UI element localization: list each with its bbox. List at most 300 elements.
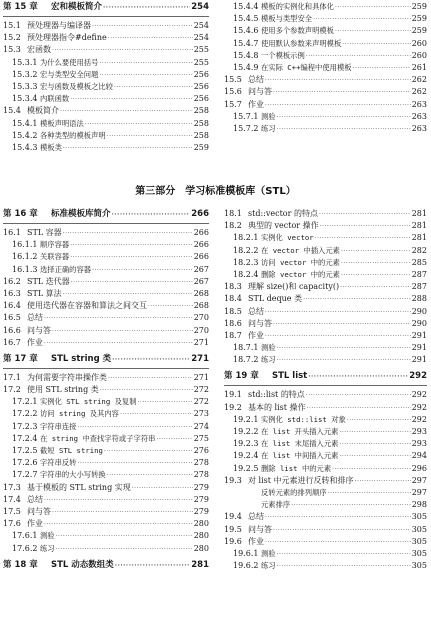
- toc-entry-title: 作业: [27, 519, 43, 529]
- toc-section-entry[interactable]: [3, 32, 209, 44]
- toc-entry-page: 254: [191, 2, 209, 12]
- dot-leader: [148, 301, 193, 313]
- toc-entry-page: 279: [193, 494, 209, 504]
- toc-entry-page: 272: [193, 397, 209, 407]
- toc-entry-number: 16.1.2: [12, 252, 38, 262]
- toc-subsection-entry[interactable]: [224, 232, 427, 244]
- toc-column-bottom-right: [224, 208, 427, 572]
- toc-entry-number: 15.6: [224, 87, 242, 97]
- toc-entry-number: 15.4.6: [233, 26, 259, 36]
- dot-leader: [108, 373, 193, 385]
- toc-entry-title: 标准模板库简介: [51, 209, 111, 219]
- toc-entry-number: 18.1: [224, 209, 242, 218]
- toc-subsection-entry[interactable]: [3, 69, 209, 81]
- toc-entry-title: 字符串的大小写转换: [40, 470, 106, 480]
- toc-entry-title: STL list: [272, 371, 308, 382]
- toc-entry-number: 第 17 章: [3, 353, 38, 364]
- toc-subsection-entry[interactable]: [3, 251, 209, 263]
- toc-entry-title: 选择正确的容器: [40, 264, 92, 274]
- toc-subsection-entry[interactable]: [224, 560, 427, 572]
- dot-leader: [355, 476, 411, 488]
- toc-entry-page: 273: [193, 409, 209, 419]
- dot-leader: [265, 331, 411, 343]
- toc-column-top-left: [3, 1, 209, 154]
- toc-entry-page: 293: [411, 427, 427, 436]
- toc-entry-number: 17.4: [3, 494, 21, 504]
- toc-entry-title: STL string 类: [51, 353, 112, 364]
- toc-entry-title: 访问 string 及其内容: [40, 409, 119, 419]
- toc-section-entry[interactable]: [224, 281, 427, 293]
- toc-entry-title: 总结: [248, 306, 264, 316]
- toc-entry-number: 18.2.2: [233, 245, 259, 255]
- toc-section-entry[interactable]: [3, 300, 209, 312]
- toc-entry-title: 作业: [248, 330, 264, 340]
- toc-entry-number: 16.7: [3, 337, 21, 347]
- toc-entry-number: 19.4: [224, 512, 242, 522]
- toc-subsection-entry[interactable]: [3, 81, 209, 93]
- toc-section-entry[interactable]: [3, 506, 209, 518]
- toc-section-entry[interactable]: [224, 99, 427, 111]
- toc-subsection-entry[interactable]: [3, 93, 209, 105]
- dot-leader: [273, 87, 411, 99]
- dot-leader: [308, 370, 408, 383]
- toc-entry-title: 作业: [248, 99, 264, 109]
- toc-entry-title: 对 list 中元素进行反转和排序: [248, 475, 354, 485]
- toc-entry-number: 17.2.3: [12, 421, 38, 431]
- toc-entry-title: 删除 vector 中的元素: [261, 269, 340, 279]
- dot-leader: [353, 63, 411, 75]
- toc-entry-page: 256: [193, 69, 209, 79]
- toc-section-entry[interactable]: [3, 494, 209, 506]
- toc-entry-number: 15.4.2: [12, 130, 38, 140]
- toc-entry-number: 19.2.3: [233, 439, 259, 449]
- toc-subsection-entry[interactable]: [224, 342, 427, 354]
- toc-subsection-entry[interactable]: [224, 50, 427, 62]
- toc-entry-title: 宏与类型安全问题: [40, 69, 99, 79]
- dot-leader: [132, 483, 193, 495]
- chapter-divider: [3, 223, 209, 224]
- dot-leader: [341, 246, 411, 258]
- dot-leader: [112, 353, 190, 366]
- toc-entry-number: 16.3: [3, 288, 21, 298]
- toc-entry-title: std::vector 的特点: [248, 209, 318, 218]
- toc-section-entry[interactable]: [224, 330, 427, 342]
- toc-entry-title: 内联函数: [40, 94, 70, 104]
- toc-entry-number: 19.6.2: [233, 561, 259, 571]
- toc-section-entry[interactable]: [224, 536, 427, 548]
- toc-subsection-entry[interactable]: [224, 426, 427, 438]
- toc-subsection-entry[interactable]: [224, 245, 427, 257]
- toc-entry-page: 291: [411, 355, 427, 365]
- toc-subsection-entry[interactable]: [3, 239, 209, 251]
- dot-leader: [320, 221, 411, 233]
- toc-entry-page: 260: [411, 50, 427, 60]
- toc-entry-page: 280: [193, 531, 209, 541]
- toc-subsection-entry[interactable]: [224, 487, 427, 499]
- dot-leader: [328, 488, 411, 500]
- toc-entry-page: 267: [193, 276, 209, 286]
- toc-subsection-entry[interactable]: [3, 130, 209, 142]
- toc-subsection-entry[interactable]: [224, 123, 427, 135]
- toc-entry-page: 291: [411, 343, 427, 353]
- toc-entry-page: 287: [411, 269, 427, 279]
- chapter-divider: [3, 368, 209, 369]
- toc-entry-page: 272: [193, 385, 209, 395]
- dot-leader: [115, 559, 190, 572]
- toc-section-entry[interactable]: [3, 227, 209, 239]
- toc-subsection-entry[interactable]: [3, 118, 209, 130]
- toc-chapter-entry[interactable]: [3, 559, 209, 572]
- toc-entry-number: 18.4: [224, 294, 242, 304]
- chapter-divider: [3, 16, 209, 17]
- toc-entry-page: 292: [411, 390, 427, 400]
- toc-entry-number: 18.6: [224, 318, 242, 328]
- toc-entry-title: 各种类型的模板声明: [40, 130, 106, 140]
- toc-entry-page: 281: [411, 209, 427, 218]
- dot-leader: [341, 270, 411, 282]
- dot-leader: [56, 544, 193, 556]
- toc-entry-page: 297: [411, 475, 427, 485]
- toc-entry-page: 305: [411, 512, 427, 522]
- toc-entry-number: 15.4.4: [233, 2, 259, 11]
- toc-entry-title: 作业: [248, 536, 264, 546]
- dot-leader: [99, 58, 192, 70]
- toc-entry-page: 260: [411, 38, 427, 48]
- toc-entry-title: 字符串连接: [40, 421, 77, 431]
- toc-entry-number: 18.3: [224, 282, 242, 292]
- toc-entry-page: 305: [411, 561, 427, 571]
- toc-entry-number: 第 16 章: [3, 209, 38, 219]
- toc-entry-title: 理解 size()和 capacity(): [248, 282, 340, 292]
- toc-subsection-entry[interactable]: [224, 438, 427, 450]
- toc-entry-number: 19.3: [224, 475, 242, 485]
- toc-entry-title: 问与答: [27, 325, 51, 335]
- toc-section-entry[interactable]: [224, 74, 427, 86]
- dot-leader: [52, 326, 193, 338]
- toc-entry-title: 问与答: [27, 506, 51, 516]
- dot-leader: [273, 319, 411, 331]
- toc-section-entry[interactable]: [3, 20, 209, 32]
- toc-entry-number: 16.2: [3, 276, 21, 286]
- toc-entry-page: 263: [411, 111, 427, 121]
- toc-section-entry[interactable]: [224, 220, 427, 232]
- toc-entry-title: 基于模板的 STL string 实现: [27, 482, 131, 492]
- toc-entry-title: STL 动态数组类: [51, 559, 114, 570]
- toc-entry-title: 宏与函数及模板之比较: [40, 81, 113, 91]
- toc-entry-page: 293: [411, 439, 427, 449]
- toc-section-entry[interactable]: [224, 306, 427, 318]
- toc-entry-title: 使用多个参数声明模板: [261, 26, 334, 36]
- toc-subsection-entry[interactable]: [224, 548, 427, 560]
- toc-subsection-entry[interactable]: [224, 38, 427, 50]
- toc-entry-number: 18.2.3: [233, 257, 259, 267]
- toc-entry-page: 282: [411, 245, 427, 255]
- toc-section-entry[interactable]: [3, 105, 209, 117]
- toc-entry-page: 279: [193, 482, 209, 492]
- dot-leader: [335, 26, 411, 38]
- dot-leader: [339, 427, 410, 439]
- dot-leader: [277, 124, 411, 136]
- toc-entry-page: 290: [411, 306, 427, 316]
- dot-leader: [56, 531, 193, 543]
- toc-subsection-entry[interactable]: [3, 457, 209, 469]
- dot-leader: [273, 525, 411, 537]
- toc-subsection-entry[interactable]: [3, 57, 209, 69]
- toc-entry-page: 279: [193, 506, 209, 516]
- toc-chapter-entry[interactable]: [3, 208, 209, 221]
- toc-entry-page: 266: [191, 209, 209, 219]
- toc-entry-number: 15.5: [224, 75, 242, 85]
- toc-entry-number: 17.2.2: [12, 409, 38, 419]
- toc-subsection-entry[interactable]: [3, 530, 209, 542]
- toc-entry-title: 预处理器指令#define: [27, 33, 107, 43]
- dot-leader: [277, 561, 411, 573]
- toc-entry-title: 典型的 vector 操作: [248, 221, 319, 231]
- toc-section-entry[interactable]: [224, 511, 427, 523]
- toc-entry-number: 15.4.3: [12, 142, 38, 152]
- toc-entry-page: 292: [411, 414, 427, 424]
- toc-entry-title: 在 vector 中插入元素: [261, 245, 340, 255]
- toc-section-entry[interactable]: [3, 44, 209, 56]
- dot-leader: [342, 39, 410, 51]
- toc-entry-title: 测验: [261, 111, 276, 121]
- toc-subsection-entry[interactable]: [3, 264, 209, 276]
- toc-section-entry[interactable]: [3, 325, 209, 337]
- toc-entry-page: 294: [411, 451, 427, 461]
- dot-leader: [70, 240, 193, 252]
- toc-subsection-entry[interactable]: [224, 1, 427, 13]
- toc-subsection-entry[interactable]: [3, 408, 209, 420]
- toc-entry-title: 作业: [27, 337, 43, 347]
- dot-leader: [265, 75, 411, 87]
- toc-subsection-entry[interactable]: [224, 269, 427, 281]
- dot-leader: [108, 33, 193, 45]
- toc-entry-number: 16.4: [3, 301, 21, 311]
- toc-section-entry[interactable]: [3, 276, 209, 288]
- toc-section-entry[interactable]: [224, 208, 427, 220]
- toc-entry-page: 296: [411, 463, 427, 473]
- toc-subsection-entry[interactable]: [3, 543, 209, 555]
- toc-entry-page: 266: [193, 228, 209, 237]
- toc-entry-number: 19.6: [224, 536, 242, 546]
- dot-leader: [347, 415, 411, 427]
- toc-entry-title: 关联容器: [40, 252, 70, 262]
- dot-leader: [265, 307, 411, 319]
- toc-subsection-entry[interactable]: [224, 414, 427, 426]
- dot-leader: [291, 500, 411, 512]
- dot-leader: [103, 1, 190, 14]
- toc-entry-title: 实例化 STL string 及复制: [40, 397, 137, 407]
- toc-entry-number: 16.1: [3, 228, 21, 237]
- toc-entry-page: 271: [191, 353, 209, 364]
- dot-leader: [92, 21, 193, 33]
- toc-entry-number: 15.7: [224, 99, 242, 109]
- toc-entry-number: 15.3: [3, 45, 21, 55]
- toc-section-entry[interactable]: [3, 372, 209, 384]
- toc-entry-page: 287: [411, 282, 427, 292]
- toc-entry-page: 292: [409, 371, 427, 382]
- toc-subsection-entry[interactable]: [3, 421, 209, 433]
- toc-entry-title: 测验: [261, 343, 276, 353]
- toc-entry-page: 268: [193, 301, 209, 311]
- toc-section-entry[interactable]: [224, 524, 427, 536]
- toc-entry-number: 15.3.4: [12, 94, 38, 104]
- toc-entry-title: 模板与类型安全: [261, 14, 313, 24]
- toc-entry-number: 19.6.1: [233, 548, 259, 558]
- toc-entry-title: 在 list 末尾插入元素: [261, 439, 339, 449]
- dot-leader: [341, 258, 411, 270]
- dot-leader: [44, 338, 193, 350]
- toc-entry-number: 17.2.4: [12, 433, 38, 443]
- toc-entry-page: 305: [411, 524, 427, 534]
- toc-entry-title: 模板类: [40, 142, 62, 152]
- toc-section-entry[interactable]: [3, 518, 209, 530]
- dot-leader: [44, 495, 193, 507]
- dot-leader: [265, 512, 411, 524]
- toc-entry-number: 19.5: [224, 524, 242, 534]
- toc-entry-page: 270: [193, 325, 209, 335]
- toc-entry-page: 285: [411, 257, 427, 267]
- toc-entry-number: 17.2.1: [12, 397, 38, 407]
- toc-entry-number: 17.2.5: [12, 446, 38, 455]
- toc-entry-title: 基本的 list 操作: [248, 402, 306, 412]
- toc-entry-number: 15.1: [3, 21, 21, 30]
- toc-entry-number: 16.1.3: [12, 264, 38, 274]
- toc-entry-page: 262: [411, 75, 427, 85]
- toc-subsection-entry[interactable]: [3, 445, 209, 457]
- dot-leader: [63, 143, 193, 155]
- toc-section-entry[interactable]: [224, 402, 427, 414]
- toc-entry-number: 15.4.1: [12, 118, 38, 128]
- toc-entry-page: 262: [411, 87, 427, 97]
- toc-entry-page: 266: [193, 252, 209, 262]
- toc-column-bottom-left: [3, 208, 209, 572]
- toc-entry-page: 263: [411, 123, 427, 133]
- toc-subsection-entry[interactable]: [224, 13, 427, 25]
- toc-entry-number: 18.2.1: [233, 233, 259, 243]
- toc-entry-title: 在 string 中查找字符或子字符串: [40, 433, 156, 443]
- toc-subsection-entry[interactable]: [224, 450, 427, 462]
- toc-entry-page: 276: [193, 446, 209, 455]
- toc-entry-page: 255: [193, 45, 209, 55]
- toc-entry-page: 270: [193, 313, 209, 323]
- dot-leader: [277, 112, 411, 124]
- toc-section-entry[interactable]: [224, 318, 427, 330]
- toc-entry-number: 15.3.1: [12, 57, 38, 67]
- toc-section-entry[interactable]: [3, 337, 209, 349]
- toc-subsection-entry[interactable]: [224, 499, 427, 511]
- toc-entry-page: 280: [193, 543, 209, 553]
- toc-entry-number: 15.7.2: [233, 123, 259, 133]
- toc-entry-page: 288: [411, 294, 427, 304]
- toc-section-entry[interactable]: [224, 86, 427, 98]
- dot-leader: [277, 355, 411, 367]
- toc-subsection-entry[interactable]: [224, 257, 427, 269]
- dot-leader: [265, 537, 411, 549]
- toc-entry-title: 总结: [248, 75, 264, 85]
- toc-subsection-entry[interactable]: [224, 62, 427, 74]
- dot-leader: [340, 282, 411, 294]
- toc-subsection-entry[interactable]: [3, 396, 209, 408]
- toc-entry-number: 19.2: [224, 402, 242, 412]
- toc-subsection-entry[interactable]: [3, 142, 209, 154]
- toc-entry-number: 17.2: [3, 385, 21, 395]
- toc-chapter-entry[interactable]: [3, 1, 209, 14]
- toc-entry-number: 15.7.1: [233, 111, 259, 121]
- toc-subsection-entry[interactable]: [224, 463, 427, 475]
- toc-entry-title: 模板声明语法: [40, 118, 84, 128]
- toc-section-entry[interactable]: [3, 312, 209, 324]
- toc-subsection-entry[interactable]: [3, 469, 209, 481]
- toc-entry-title: 截短 STL string: [40, 446, 103, 455]
- toc-entry-page: 278: [193, 470, 209, 480]
- toc-entry-page: 263: [411, 99, 427, 109]
- toc-entry-title: 总结: [27, 494, 43, 504]
- toc-entry-number: 15.4.8: [233, 50, 259, 60]
- toc-section-entry[interactable]: [3, 482, 209, 494]
- toc-entry-title: 在 list 开头插入元素: [261, 427, 339, 436]
- toc-entry-title: 实例化 std::list 对象: [261, 414, 346, 424]
- toc-entry-title: 宏函数: [27, 45, 51, 55]
- toc-entry-page: 280: [193, 519, 209, 529]
- toc-entry-number: 16.5: [3, 313, 21, 323]
- toc-entry-page: 255: [193, 57, 209, 67]
- toc-entry-page: 292: [411, 402, 427, 412]
- dot-leader: [71, 277, 193, 289]
- toc-entry-title: std::list 的特点: [248, 390, 305, 400]
- toc-entry-number: 15.3.2: [12, 69, 38, 79]
- dot-leader: [120, 409, 193, 421]
- toc-section-entry[interactable]: [3, 288, 209, 300]
- toc-entry-title: 在实际 C++编程中使用模板: [261, 62, 352, 72]
- toc-entry-number: 18.2: [224, 221, 242, 231]
- toc-entry-title: 练习: [261, 123, 276, 133]
- toc-chapter-entry[interactable]: [224, 370, 427, 383]
- toc-entry-number: 19.1: [224, 390, 242, 400]
- toc-entry-title: 问与答: [248, 87, 272, 97]
- toc-chapter-entry[interactable]: [3, 353, 209, 366]
- dot-leader: [306, 390, 411, 402]
- toc-section-entry[interactable]: [3, 384, 209, 396]
- toc-entry-number: 19.2.5: [233, 463, 259, 473]
- toc-entry-page: 275: [193, 433, 209, 443]
- toc-entry-page: 278: [193, 458, 209, 468]
- toc-subsection-entry[interactable]: [224, 354, 427, 366]
- toc-entry-page: 297: [411, 487, 427, 497]
- toc-entry-page: 291: [411, 330, 427, 340]
- toc-subsection-entry[interactable]: [224, 111, 427, 123]
- toc-entry-number: 17.6: [3, 519, 21, 529]
- toc-section-entry[interactable]: [224, 475, 427, 487]
- toc-entry-number: 17.6.2: [12, 543, 38, 553]
- toc-entry-title: 元素排序: [261, 500, 291, 510]
- toc-entry-number: 18.7.1: [233, 343, 259, 353]
- toc-entry-number: 15.4.5: [233, 14, 259, 24]
- toc-entry-title: STL 容器: [27, 228, 62, 237]
- toc-entry-title: 练习: [40, 543, 55, 553]
- toc-section-entry[interactable]: [224, 293, 427, 305]
- toc-subsection-entry[interactable]: [3, 433, 209, 445]
- toc-subsection-entry[interactable]: [224, 25, 427, 37]
- toc-entry-number: 17.2.6: [12, 458, 38, 468]
- toc-section-entry[interactable]: [224, 389, 427, 401]
- toc-entry-title: 反转元素的排列顺序: [261, 487, 327, 497]
- dot-leader: [303, 294, 411, 306]
- toc-entry-title: 总结: [27, 313, 43, 323]
- toc-entry-title: STL deque 类: [248, 294, 303, 304]
- toc-entry-title: 练习: [261, 561, 276, 571]
- dot-leader: [277, 343, 411, 355]
